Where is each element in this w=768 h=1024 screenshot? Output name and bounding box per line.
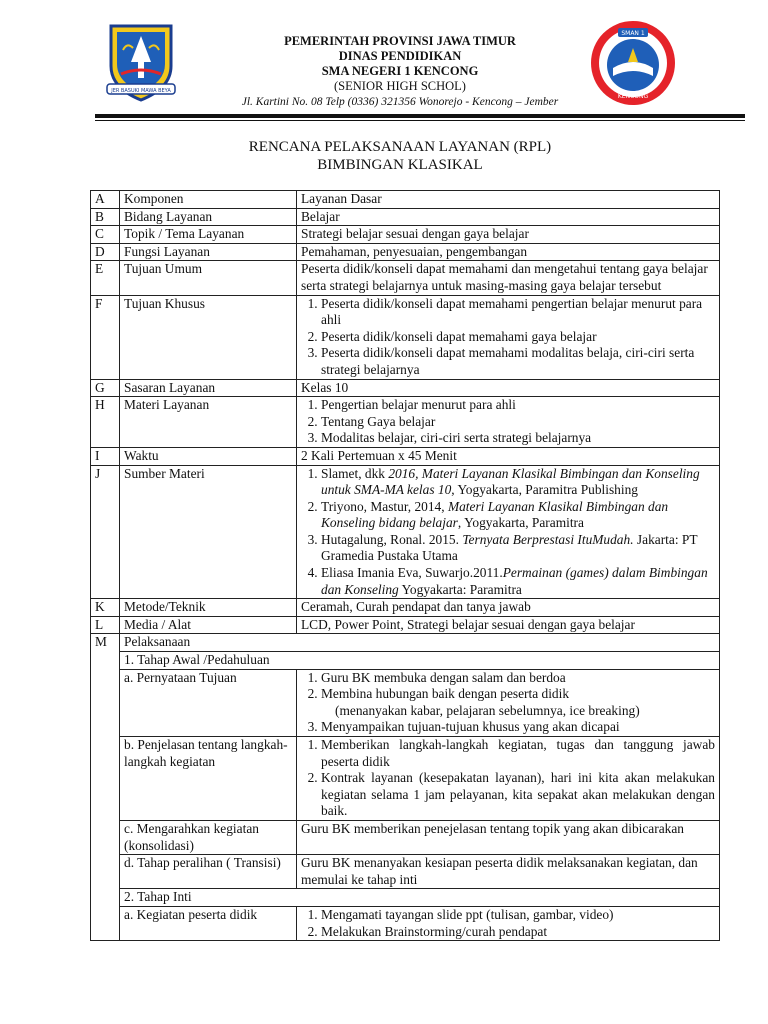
row-code: I [91, 447, 120, 465]
row-code: E [91, 261, 120, 295]
objective-list [301, 296, 715, 379]
list-item: 2. Membina hubungan baik dengan peserta didik (menanyakan kabar, pelajaran sebelumnya, ice breaking) [321, 686, 715, 719]
table-row [91, 379, 720, 397]
step-value [297, 906, 720, 940]
row-label: Topik / Tema Layanan [120, 226, 297, 244]
list-item: 3. Menyampaikan tujuan-tujuan khusus yang akan dicapai [321, 719, 715, 736]
school-subtitle: (SENIOR HIGH SCHOL) [334, 79, 466, 93]
svg-text:SMAN 1: SMAN 1 [621, 30, 645, 37]
row-code: L [91, 616, 120, 634]
svg-text:JER BASUKI MAWA BEYA: JER BASUKI MAWA BEYA [111, 88, 171, 94]
step-label: d. Tahap peralihan ( Transisi) [120, 855, 297, 889]
table-row [91, 295, 720, 379]
row-code: M [91, 634, 120, 941]
row-label: Komponen [120, 191, 297, 209]
row-code: C [91, 226, 120, 244]
row-value: Peserta didik/konseli dapat memahami dan mengetahui tentang gaya belajar serta strategi belajarnya untuk masing-masing gaya belajar tersebut [297, 261, 720, 295]
step-list [301, 670, 715, 736]
list-item: 1. Pengertian belajar menurut para ahli [321, 397, 715, 414]
step-list [301, 907, 715, 940]
step-value: Guru BK memberikan penejelasan tentang topik yang akan dibicarakan [297, 820, 720, 854]
row-label: Tujuan Umum [120, 261, 297, 295]
school-logo-icon [588, 18, 678, 108]
title-line-1: RENCANA PELAKSANAAN LAYANAN (RPL) [248, 139, 552, 155]
list-item: 1. Mengamati tayangan slide ppt (tulisan, gambar, video) [321, 907, 715, 924]
table-row [91, 243, 720, 261]
table-row [91, 599, 720, 617]
table-row [91, 634, 720, 652]
school-address: Jl. Kartini No. 08 Telp (0336) 321356 Wonorejo - Kencong – Jember [241, 96, 559, 108]
step-list [301, 737, 715, 820]
row-code: G [91, 379, 120, 397]
stage-heading: 2. Tahap Inti [120, 889, 720, 907]
row-label: Materi Layanan [120, 397, 297, 448]
row-code: D [91, 243, 120, 261]
table-row [91, 652, 720, 670]
row-label: Tujuan Khusus [120, 295, 297, 379]
row-label: Media / Alat [120, 616, 297, 634]
table-row [91, 191, 720, 209]
table-row [91, 261, 720, 295]
east-java-emblem-icon [103, 22, 179, 102]
stage-heading: 1. Tahap Awal /Pedahuluan [120, 652, 720, 670]
table-row [91, 397, 720, 448]
list-item: 3. Peserta didik/konseli dapat memahami modalitas belaja, ciri-ciri serta strategi belajarnya [321, 345, 715, 378]
row-value: Ceramah, Curah pendapat dan tanya jawab [297, 599, 720, 617]
step-label: c. Mengarahkan kegiatan (konsolidasi) [120, 820, 297, 854]
step-value [297, 737, 720, 821]
row-value: Belajar [297, 208, 720, 226]
row-code: J [91, 465, 120, 599]
list-item: 2. Tentang Gaya belajar [321, 414, 715, 431]
step-label: a. Pernyataan Tujuan [120, 669, 297, 736]
list-item: 2. Peserta didik/konseli dapat memahami gaya belajar [321, 329, 715, 346]
letterhead-rule-thin [95, 120, 745, 121]
gov-name: PEMERINTAH PROVINSI JAWA TIMUR [284, 34, 516, 48]
step-value: Guru BK menanyakan kesiapan peserta didik melaksanakan kegiatan, dan memulai ke tahap inti [297, 855, 720, 889]
row-label: Metode/Teknik [120, 599, 297, 617]
step-label: a. Kegiatan peserta didik [120, 906, 297, 940]
list-item: 3. Modalitas belajar, ciri-ciri serta strategi belajarnya [321, 430, 715, 447]
row-code: F [91, 295, 120, 379]
row-code: K [91, 599, 120, 617]
table-row [91, 737, 720, 821]
list-item: 1. Peserta didik/konseli dapat memahami pengertian belajar menurut para ahli [321, 296, 715, 329]
reference-item: 4. Eliasa Imania Eva, Suwarjo.2011.Permainan (games) dalam Bimbingan dan Konseling Yogyakarta: Paramitra [321, 565, 715, 598]
table-row [91, 616, 720, 634]
row-code: B [91, 208, 120, 226]
list-item: 1. Guru BK membuka dengan salam dan berdoa [321, 670, 715, 687]
row-label: Bidang Layanan [120, 208, 297, 226]
rpl-table [90, 190, 720, 941]
row-value [297, 465, 720, 599]
school-name: SMA NEGERI 1 KENCONG [321, 64, 479, 78]
table-row [91, 465, 720, 599]
letterhead-rule-thick [95, 114, 745, 118]
row-value: Strategi belajar sesuai dengan gaya belajar [297, 226, 720, 244]
table-row [91, 208, 720, 226]
row-value: Layanan Dasar [297, 191, 720, 209]
list-item: 2. Kontrak layanan (kesepakatan layanan), hari ini kita akan melakukan kegiatan selama 1 jam pelayanan, kita sepakat akan melakukan dengan baik. [321, 770, 715, 820]
step-label: b. Penjelasan tentang langkah-langkah kegiatan [120, 737, 297, 821]
department-name: DINAS PENDIDIKAN [338, 49, 462, 63]
row-code: A [91, 191, 120, 209]
row-label: Sasaran Layanan [120, 379, 297, 397]
table-row [91, 226, 720, 244]
letterhead [0, 0, 768, 122]
row-value: Pemahaman, penyesuaian, pengembangan [297, 243, 720, 261]
table-row [91, 669, 720, 736]
row-value [297, 295, 720, 379]
document-title [0, 138, 768, 174]
row-code: H [91, 397, 120, 448]
row-label: Pelaksanaan [120, 634, 720, 652]
list-item: 1. Memberikan langkah-langkah kegiatan, tugas dan tanggung jawab peserta didik [321, 737, 715, 770]
row-value [297, 397, 720, 448]
svg-text:KENCONG: KENCONG [617, 93, 649, 100]
row-value: LCD, Power Point, Strategi belajar sesuai dengan gaya belajar [297, 616, 720, 634]
reference-list [301, 466, 715, 599]
table-row [91, 447, 720, 465]
list-item-continuation: (menanyakan kabar, pelajaran sebelumnya, ice breaking) [335, 702, 640, 718]
table-row [91, 906, 720, 940]
row-value: 2 Kali Pertemuan x 45 Menit [297, 447, 720, 465]
list-item: 2. Melakukan Brainstorming/curah pendapat [321, 924, 715, 941]
row-value: Kelas 10 [297, 379, 720, 397]
reference-item: 1. Slamet, dkk 2016, Materi Layanan Klasikal Bimbingan dan Konseling untuk SMA-MA kelas 10, Yogyakarta, Paramitra Publishing [321, 466, 715, 499]
row-label: Waktu [120, 447, 297, 465]
reference-item: 3. Hutagalung, Ronal. 2015. Ternyata Berprestasi ItuMudah. Jakarta: PT Gramedia Pustaka Utama [321, 532, 715, 565]
letterhead-text [200, 34, 600, 110]
step-value [297, 669, 720, 736]
reference-item: 2. Triyono, Mastur, 2014, Materi Layanan Klasikal Bimbingan dan Konseling bidang belajar, Yogyakarta, Paramitra [321, 499, 715, 532]
table-row [91, 855, 720, 889]
material-list [301, 397, 715, 447]
row-label: Fungsi Layanan [120, 243, 297, 261]
title-line-2: BIMBINGAN KLASIKAL [317, 157, 483, 173]
table-row [91, 820, 720, 854]
table-row [91, 889, 720, 907]
row-label: Sumber Materi [120, 465, 297, 599]
